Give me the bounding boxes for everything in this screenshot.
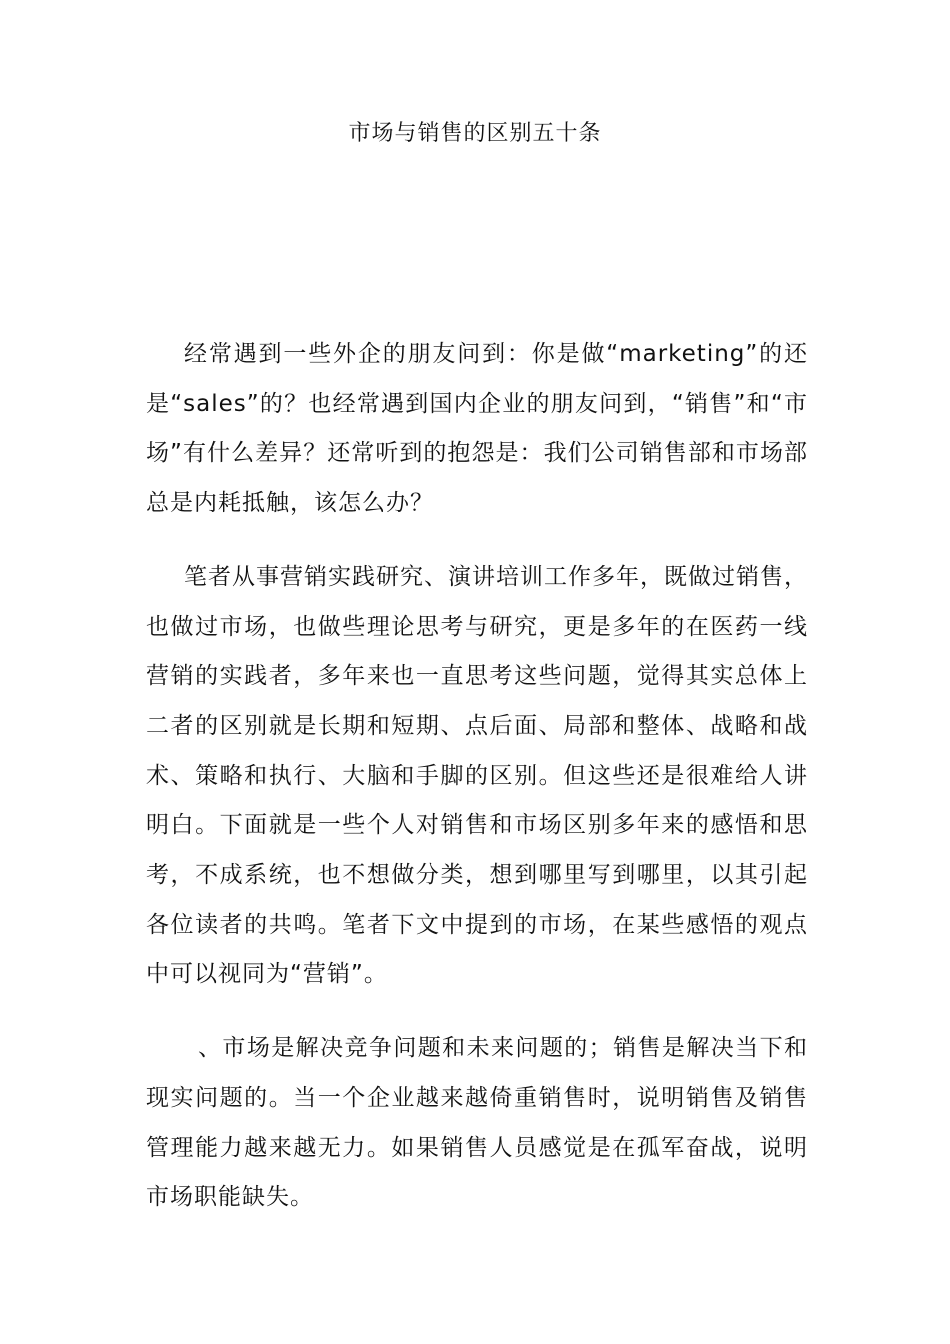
paragraph-intro: 经常遇到一些外企的朋友问到：你是做“marketing”的还是“sales”的？也经常遇到国内企业的朋友问到，“销售”和“市场”有什么差异？还常听到的抱怨是：我们公司销售部和市场部总是内耗抵触，该怎么办？ <box>146 341 808 517</box>
paragraph-point-1: 、市场是解决竞争问题和未来问题的；销售是解决当下和现实问题的。当一个企业越来越倚重销售时，说明销售及销售管理能力越来越无力。如果销售人员感觉是在孤军奋战，说明市场职能缺失。 <box>146 1035 808 1211</box>
paragraph-author-background: 笔者从事营销实践研究、演讲培训工作多年，既做过销售，也做过市场，也做些理论思考与研究，更是多年的在医药一线营销的实践者，多年来也一直思考这些问题，觉得其实总体上二者的区别就是长期和短期、点后面、局部和整体、战略和战术、策略和执行、大脑和手脚的区别。但这些还是很难给人讲明白。下面就是一些个人对销售和市场区别多年来的感悟和思考，不成系统，也不想做分类，想到哪里写到哪里，以其引起各位读者的共鸣。笔者下文中提到的市场，在某些感悟的观点中可以视同为“营销”。 <box>146 563 808 988</box>
document-body <box>146 330 808 1223</box>
document-title: 市场与销售的区别五十条 <box>348 121 602 146</box>
